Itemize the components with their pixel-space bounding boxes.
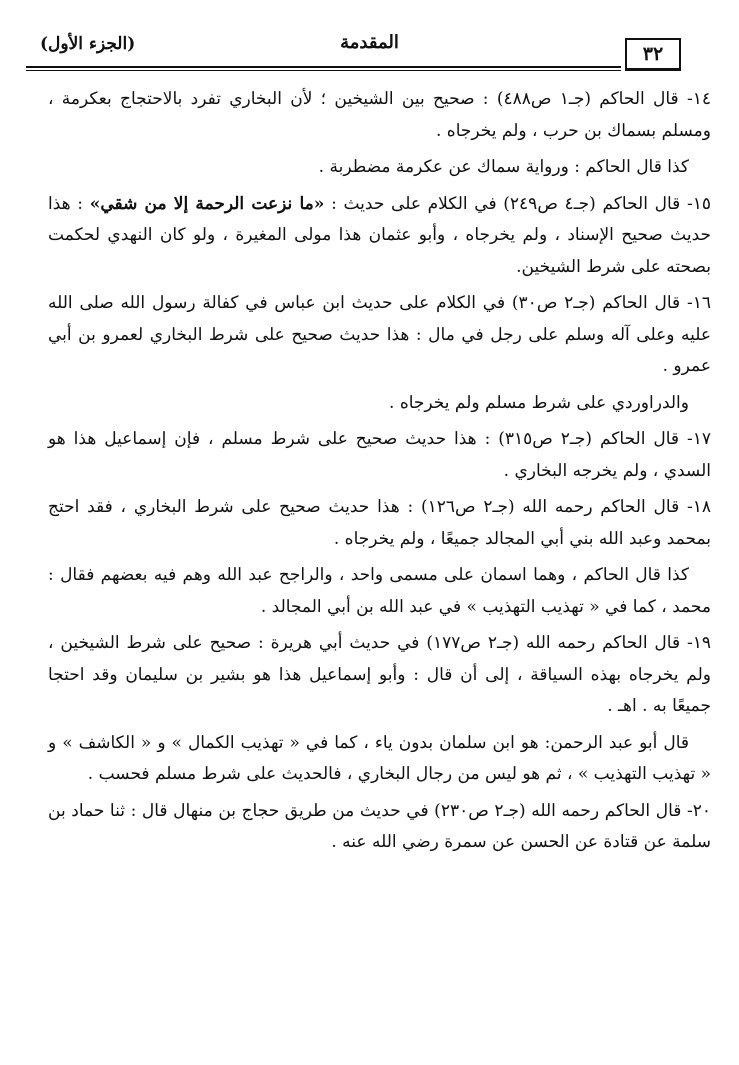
paragraph-16: ١٦- قال الحاكم (جـ٢ ص٣٠) في الكلام على حديث ابن عباس في كفالة رسول الله صلى الله عليه وعلى آله وسلم على رجل في مال : هذا حديث صحيح على شرط البخاري لعمرو بن أبي عمرو . [48,293,711,376]
page-header [18,32,721,80]
paragraph-15 [48,189,711,284]
paragraph-14-comment: كذا قال الحاكم : ورواية سماك عن عكرمة مضطربة . [318,157,689,177]
paragraph-15-rest: : هذا حديث صحيح الإسناد ، ولم يخرجاه ، وأبو عثمان هذا مولى المغيرة ، ولو كان النهدي لحكمت بصحته على شرط الشيخين. [48,193,711,277]
paragraph-19-comment: قال أبو عبد الرحمن: هو ابن سلمان بدون ياء ، كما في « تهذيب الكمال » و « الكاشف » و « تهذيب التهذيب » ، ثم هو ليس من رجال البخاري ، فالحديث على شرط مسلم فحسب . [48,732,711,784]
paragraph-20: ٢٠- قال الحاكم رحمه الله (جـ٢ ص٢٣٠) في حديث من طريق حجاج بن منهال قال : ثنا حماد بن سلمة عن قتادة عن الحسن عن سمرة رضي الله عنه . [48,800,711,852]
chapter-title: المقدمة [340,32,399,53]
paragraph-17: ١٧- قال الحاكم (جـ٢ ص٣١٥) : هذا حديث صحيح على شرط مسلم ، فإن إسماعيل هذا هو السدي ، ولم يخرجه البخاري . [48,429,711,481]
header-rule [26,66,621,71]
paragraph-18-comment: كذا قال الحاكم ، وهما اسمان على مسمى واحد ، والراجح عبد الله وهم فيه بعضهم فقال : محمد ، كما في « تهذيب التهذيب » في عبد الله بن أبي المجالد . [48,565,711,617]
paragraph-19: ١٩- قال الحاكم رحمه الله (جـ٢ ص١٧٧) في حديث أبي هريرة : صحيح على شرط الشيخين ، ولم يخرجاه بهذه السياقة ، إلى أن قال : وأبو إسماعيل هذا هو بشير بن سليمان وقد احتجا جميعًا به . اهـ . [48,633,711,716]
paragraph-16-comment: والدراوردي على شرط مسلم ولم يخرجاه . [389,392,689,413]
paragraph-15-lead: ١٥- قال الحاكم (جـ٤ ص٢٤٩) في الكلام على حديث : [324,193,711,214]
page-number: ٣٢ [625,38,681,71]
paragraph-18: ١٨- قال الحاكم رحمه الله (جـ٢ ص١٢٦) : هذا حديث صحيح على شرط البخاري ، فقد احتج بمحمد وعبد الله بني أبي المجالد جميعًا ، ولم يخرجاه . [48,497,712,549]
volume-label: (الجزء الأول) [40,34,136,54]
paragraph-14: ١٤- قال الحاكم (جـ١ ص٤٨٨) : صحيح بين الشيخين ؛ لأن البخاري تفرد بالاحتجاج بعكرمة ، ومسلم بسماك بن حرب ، ولم يخرجاه . [48,89,711,141]
hadith-quote: «ما نزعت الرحمة إلا من شقي» [89,193,325,214]
page-body [48,84,711,859]
